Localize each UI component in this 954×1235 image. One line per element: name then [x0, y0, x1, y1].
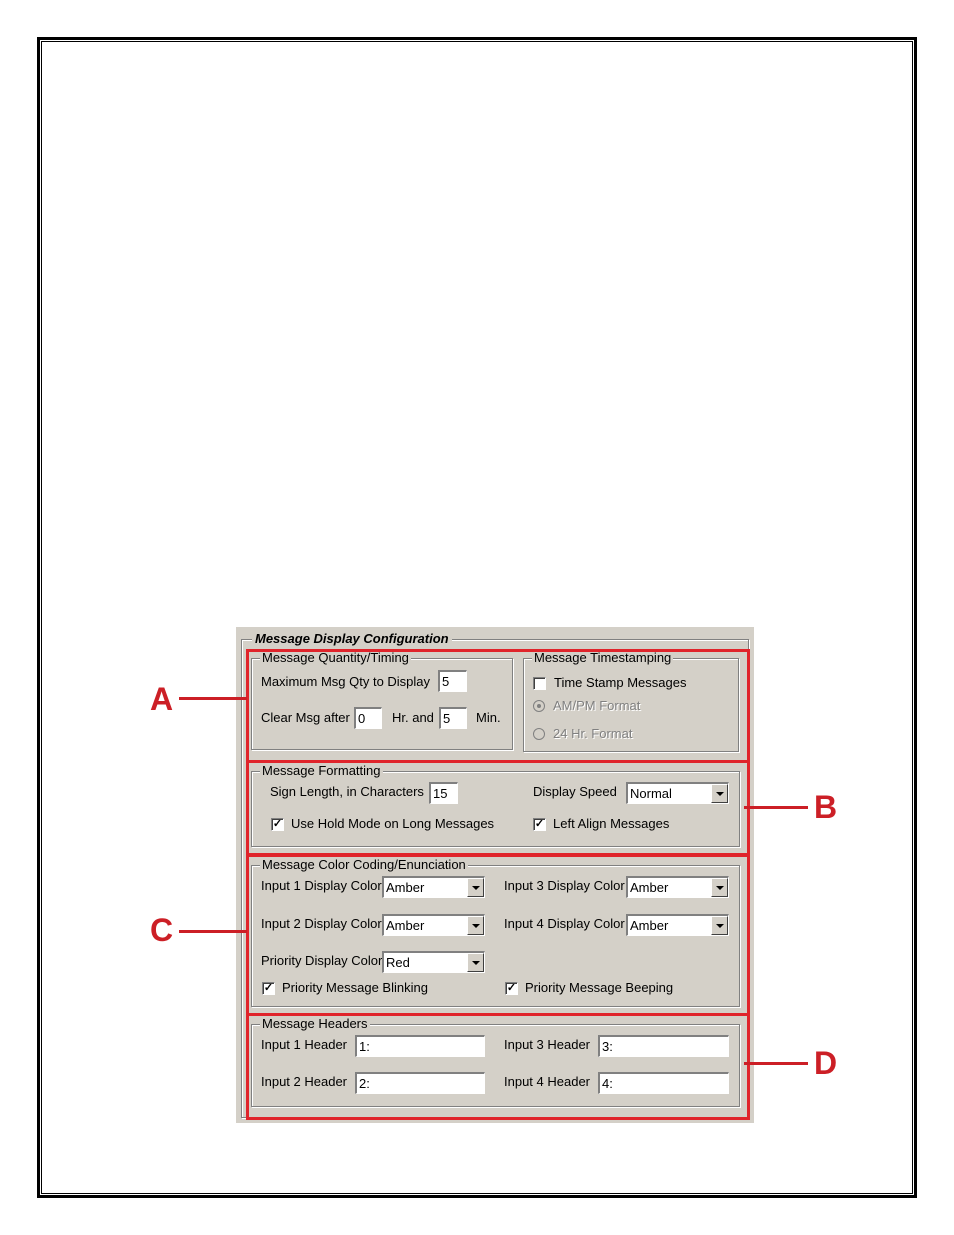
- priority-color-value: Red: [386, 955, 410, 970]
- time-stamp-label: Time Stamp Messages: [554, 675, 687, 690]
- input1-header-input[interactable]: 1:: [355, 1035, 485, 1057]
- sign-length-label: Sign Length, in Characters: [270, 784, 424, 799]
- hr-and-label: Hr. and: [392, 710, 434, 725]
- input2-color-label: Input 2 Display Color: [261, 916, 382, 931]
- priority-color-label: Priority Display Color: [261, 953, 383, 968]
- callout-letter-b: B: [814, 789, 838, 825]
- input4-color-value: Amber: [630, 918, 669, 933]
- clear-msg-label: Clear Msg after: [261, 710, 350, 725]
- left-align-label: Left Align Messages: [553, 816, 670, 831]
- sign-length-input[interactable]: 15: [429, 782, 458, 804]
- max-qty-input[interactable]: 5: [438, 670, 467, 692]
- clear-minutes-input[interactable]: 5: [439, 707, 467, 729]
- display-speed-label: Display Speed: [533, 784, 617, 799]
- input3-color-value: Amber: [630, 880, 669, 895]
- priority-beeping-label: Priority Message Beeping: [525, 980, 674, 995]
- input3-color-label: Input 3 Display Color: [504, 878, 625, 893]
- display-speed-value: Normal: [630, 786, 672, 801]
- highlight-box-d: [246, 1013, 750, 1120]
- input1-color-label: Input 1 Display Color: [261, 878, 382, 893]
- 24hr-label: 24 Hr. Format: [553, 726, 633, 741]
- input3-header-input[interactable]: 3:: [598, 1035, 729, 1057]
- callout-line-a: [179, 697, 247, 700]
- input2-color-value: Amber: [386, 918, 425, 933]
- input1-color-value: Amber: [386, 880, 425, 895]
- callout-letter-d: D: [814, 1045, 838, 1081]
- left-align-checkbox[interactable]: ✓: [534, 818, 545, 830]
- dialog-title: Message Display Configuration: [252, 631, 452, 646]
- priority-blinking-label: Priority Message Blinking: [282, 980, 428, 995]
- input3-header-label: Input 3 Header: [504, 1037, 591, 1052]
- max-qty-label: Maximum Msg Qty to Display: [261, 674, 431, 689]
- callout-letter-a: A: [150, 681, 174, 717]
- hold-mode-label: Use Hold Mode on Long Messages: [291, 816, 495, 831]
- callout-line-b: [744, 806, 808, 809]
- input2-header-label: Input 2 Header: [261, 1074, 348, 1089]
- priority-beeping-checkbox[interactable]: ✓: [506, 982, 517, 994]
- ampm-label: AM/PM Format: [553, 698, 641, 713]
- timestamping-legend: Message Timestamping: [534, 650, 672, 665]
- input2-header-input[interactable]: 2:: [355, 1072, 485, 1094]
- formatting-legend: Message Formatting: [262, 763, 381, 778]
- input4-color-label: Input 4 Display Color: [504, 916, 625, 931]
- quantity-timing-legend: Message Quantity/Timing: [262, 650, 409, 665]
- color-coding-legend: Message Color Coding/Enunciation: [262, 857, 466, 872]
- highlight-box-c: [246, 853, 750, 1016]
- callout-line-c: [179, 930, 247, 933]
- callout-line-d: [744, 1062, 808, 1065]
- input4-header-input[interactable]: 4:: [598, 1072, 729, 1094]
- highlight-box-b: [246, 760, 750, 857]
- highlight-box-a: [246, 649, 750, 763]
- hold-mode-checkbox[interactable]: ✓: [272, 818, 283, 830]
- priority-blinking-checkbox[interactable]: ✓: [263, 982, 274, 994]
- input1-header-label: Input 1 Header: [261, 1037, 348, 1052]
- callout-letter-c: C: [150, 912, 174, 948]
- clear-hours-input[interactable]: 0: [354, 707, 382, 729]
- min-label: Min.: [476, 710, 501, 725]
- input4-header-label: Input 4 Header: [504, 1074, 591, 1089]
- headers-legend: Message Headers: [262, 1016, 368, 1031]
